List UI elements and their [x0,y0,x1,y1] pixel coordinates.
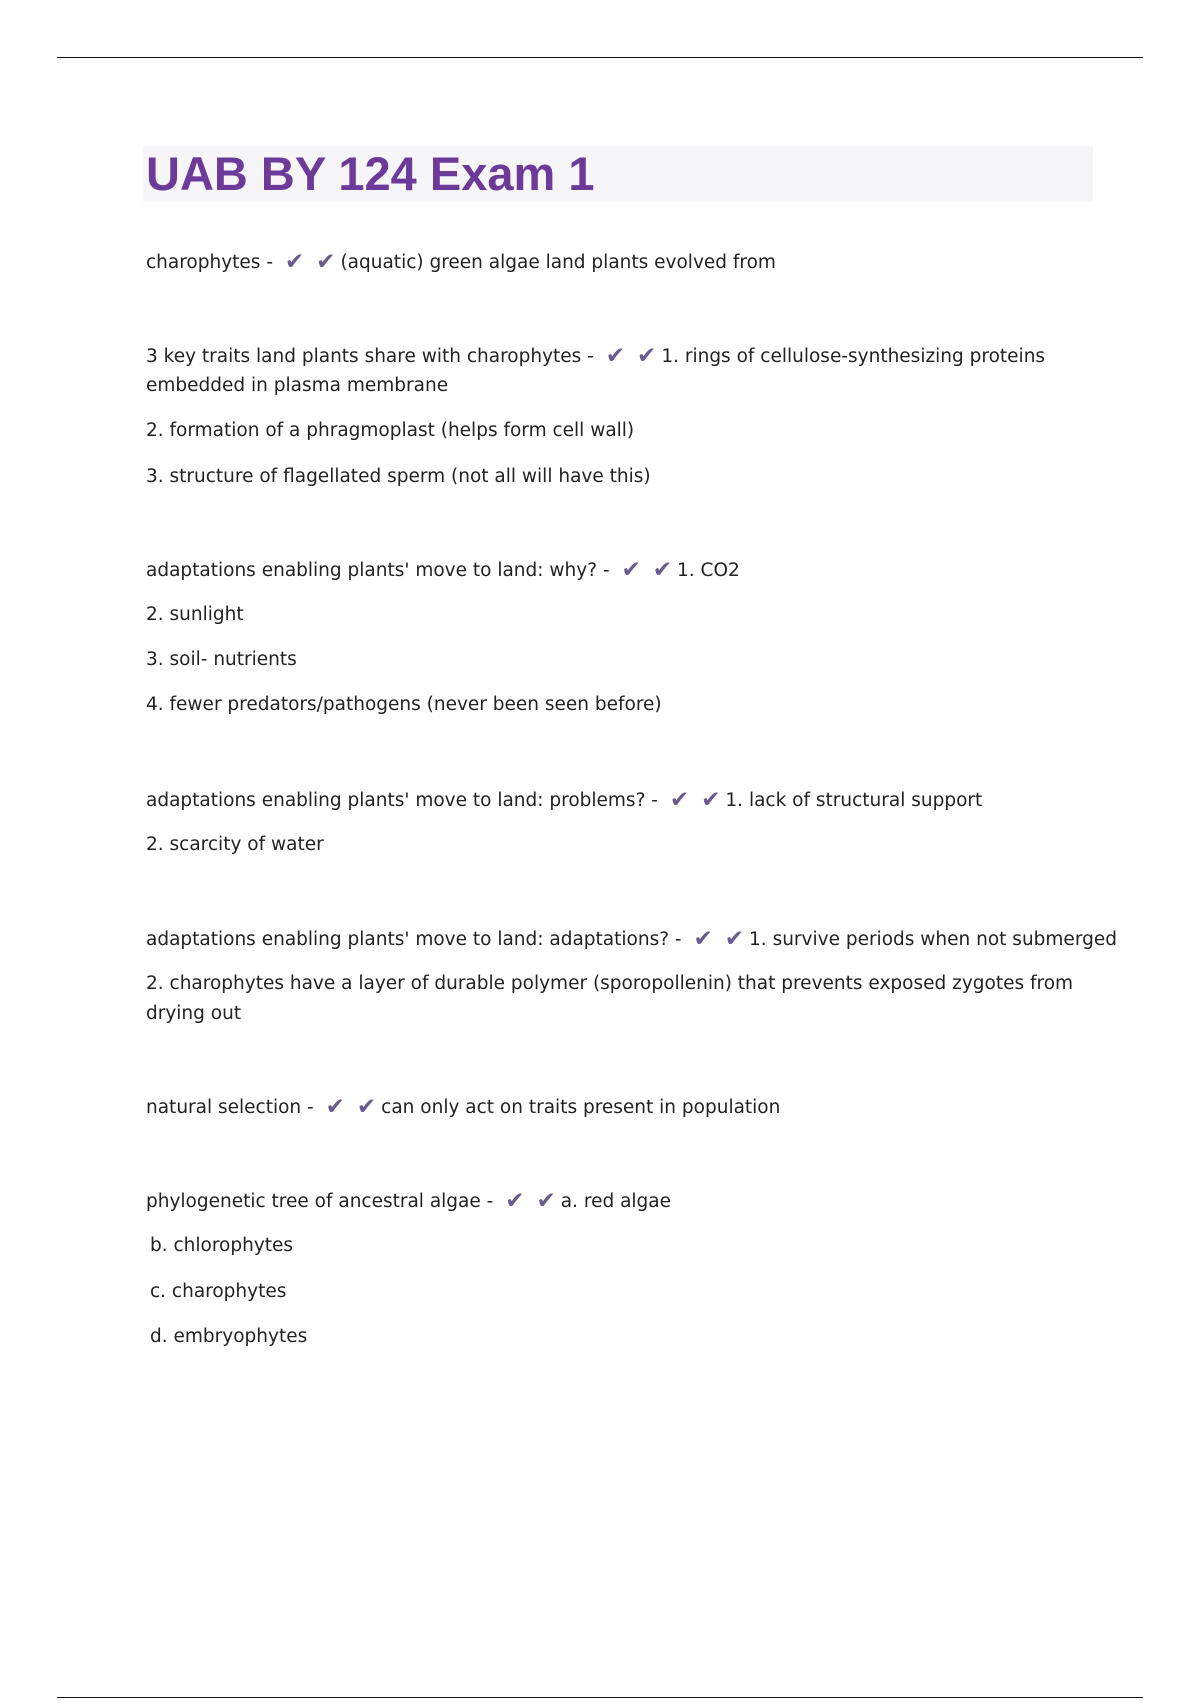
flashcard-entry-natural-selection [146,1092,780,1123]
answer-text: 1. rings of cellulose-synthesizing proteins [661,346,1046,367]
top-rule [57,57,1143,58]
term-text: charophytes - [146,252,279,273]
double-check-icon: ✔ ✔ [605,343,659,369]
answer-text: 1. lack of structural support [725,790,983,811]
answer-line: 2. charophytes have a layer of durable polymer (sporopollenin) that prevents exposed zygotes from [146,973,1074,994]
answer-line: d. embryophytes [150,1326,308,1347]
double-check-icon: ✔ ✔ [505,1188,558,1214]
flashcard-entry-adaptations [146,924,1117,955]
answer-text: 1. CO2 [677,560,740,581]
term-text: 3 key traits land plants share with charophytes - [146,346,600,367]
double-check-icon: ✔ ✔ [621,557,675,583]
flashcard-entry-problems [146,785,982,816]
term-text: adaptations enabling plants' move to land: why? - [146,560,616,581]
answer-text: can only act on traits present in population [381,1097,781,1118]
answer-line: 3. soil- nutrients [146,649,297,670]
answer-text: 1. survive periods when not submerged [749,929,1117,950]
answer-line: 2. formation of a phragmoplast (helps form cell wall) [146,420,635,441]
answer-line: 2. scarcity of water [146,834,324,855]
flashcard-entry-key-traits [146,341,1045,372]
answer-continuation: drying out [146,1003,242,1024]
answer-line: 2. sunlight [146,604,244,625]
term-text: natural selection - [146,1097,320,1118]
answer-line: b. chlorophytes [150,1235,294,1256]
answer-line: 3. structure of flagellated sperm (not all will have this) [146,466,651,487]
answer-text: (aquatic) green algae land plants evolved from [340,252,776,273]
answer-text: a. red algae [560,1191,672,1212]
term-text: adaptations enabling plants' move to land: adaptations? - [146,929,688,950]
double-check-icon: ✔ ✔ [284,249,338,275]
flashcard-entry-why [146,555,740,586]
flashcard-entry-phylogenetic-tree [146,1186,671,1217]
bottom-rule [57,1697,1143,1698]
term-text: phylogenetic tree of ancestral algae - [146,1191,500,1212]
document-title: UAB BY 124 Exam 1 [146,147,595,200]
double-check-icon: ✔ ✔ [693,926,747,952]
answer-line: 4. fewer predators/pathogens (never been seen before) [146,694,662,715]
double-check-icon: ✔ ✔ [325,1094,379,1120]
double-check-icon: ✔ ✔ [669,787,723,813]
flashcard-entry-charophytes [146,247,776,278]
term-text: adaptations enabling plants' move to land: problems? - [146,790,664,811]
answer-line: c. charophytes [150,1281,287,1302]
answer-continuation: embedded in plasma membrane [146,375,449,396]
